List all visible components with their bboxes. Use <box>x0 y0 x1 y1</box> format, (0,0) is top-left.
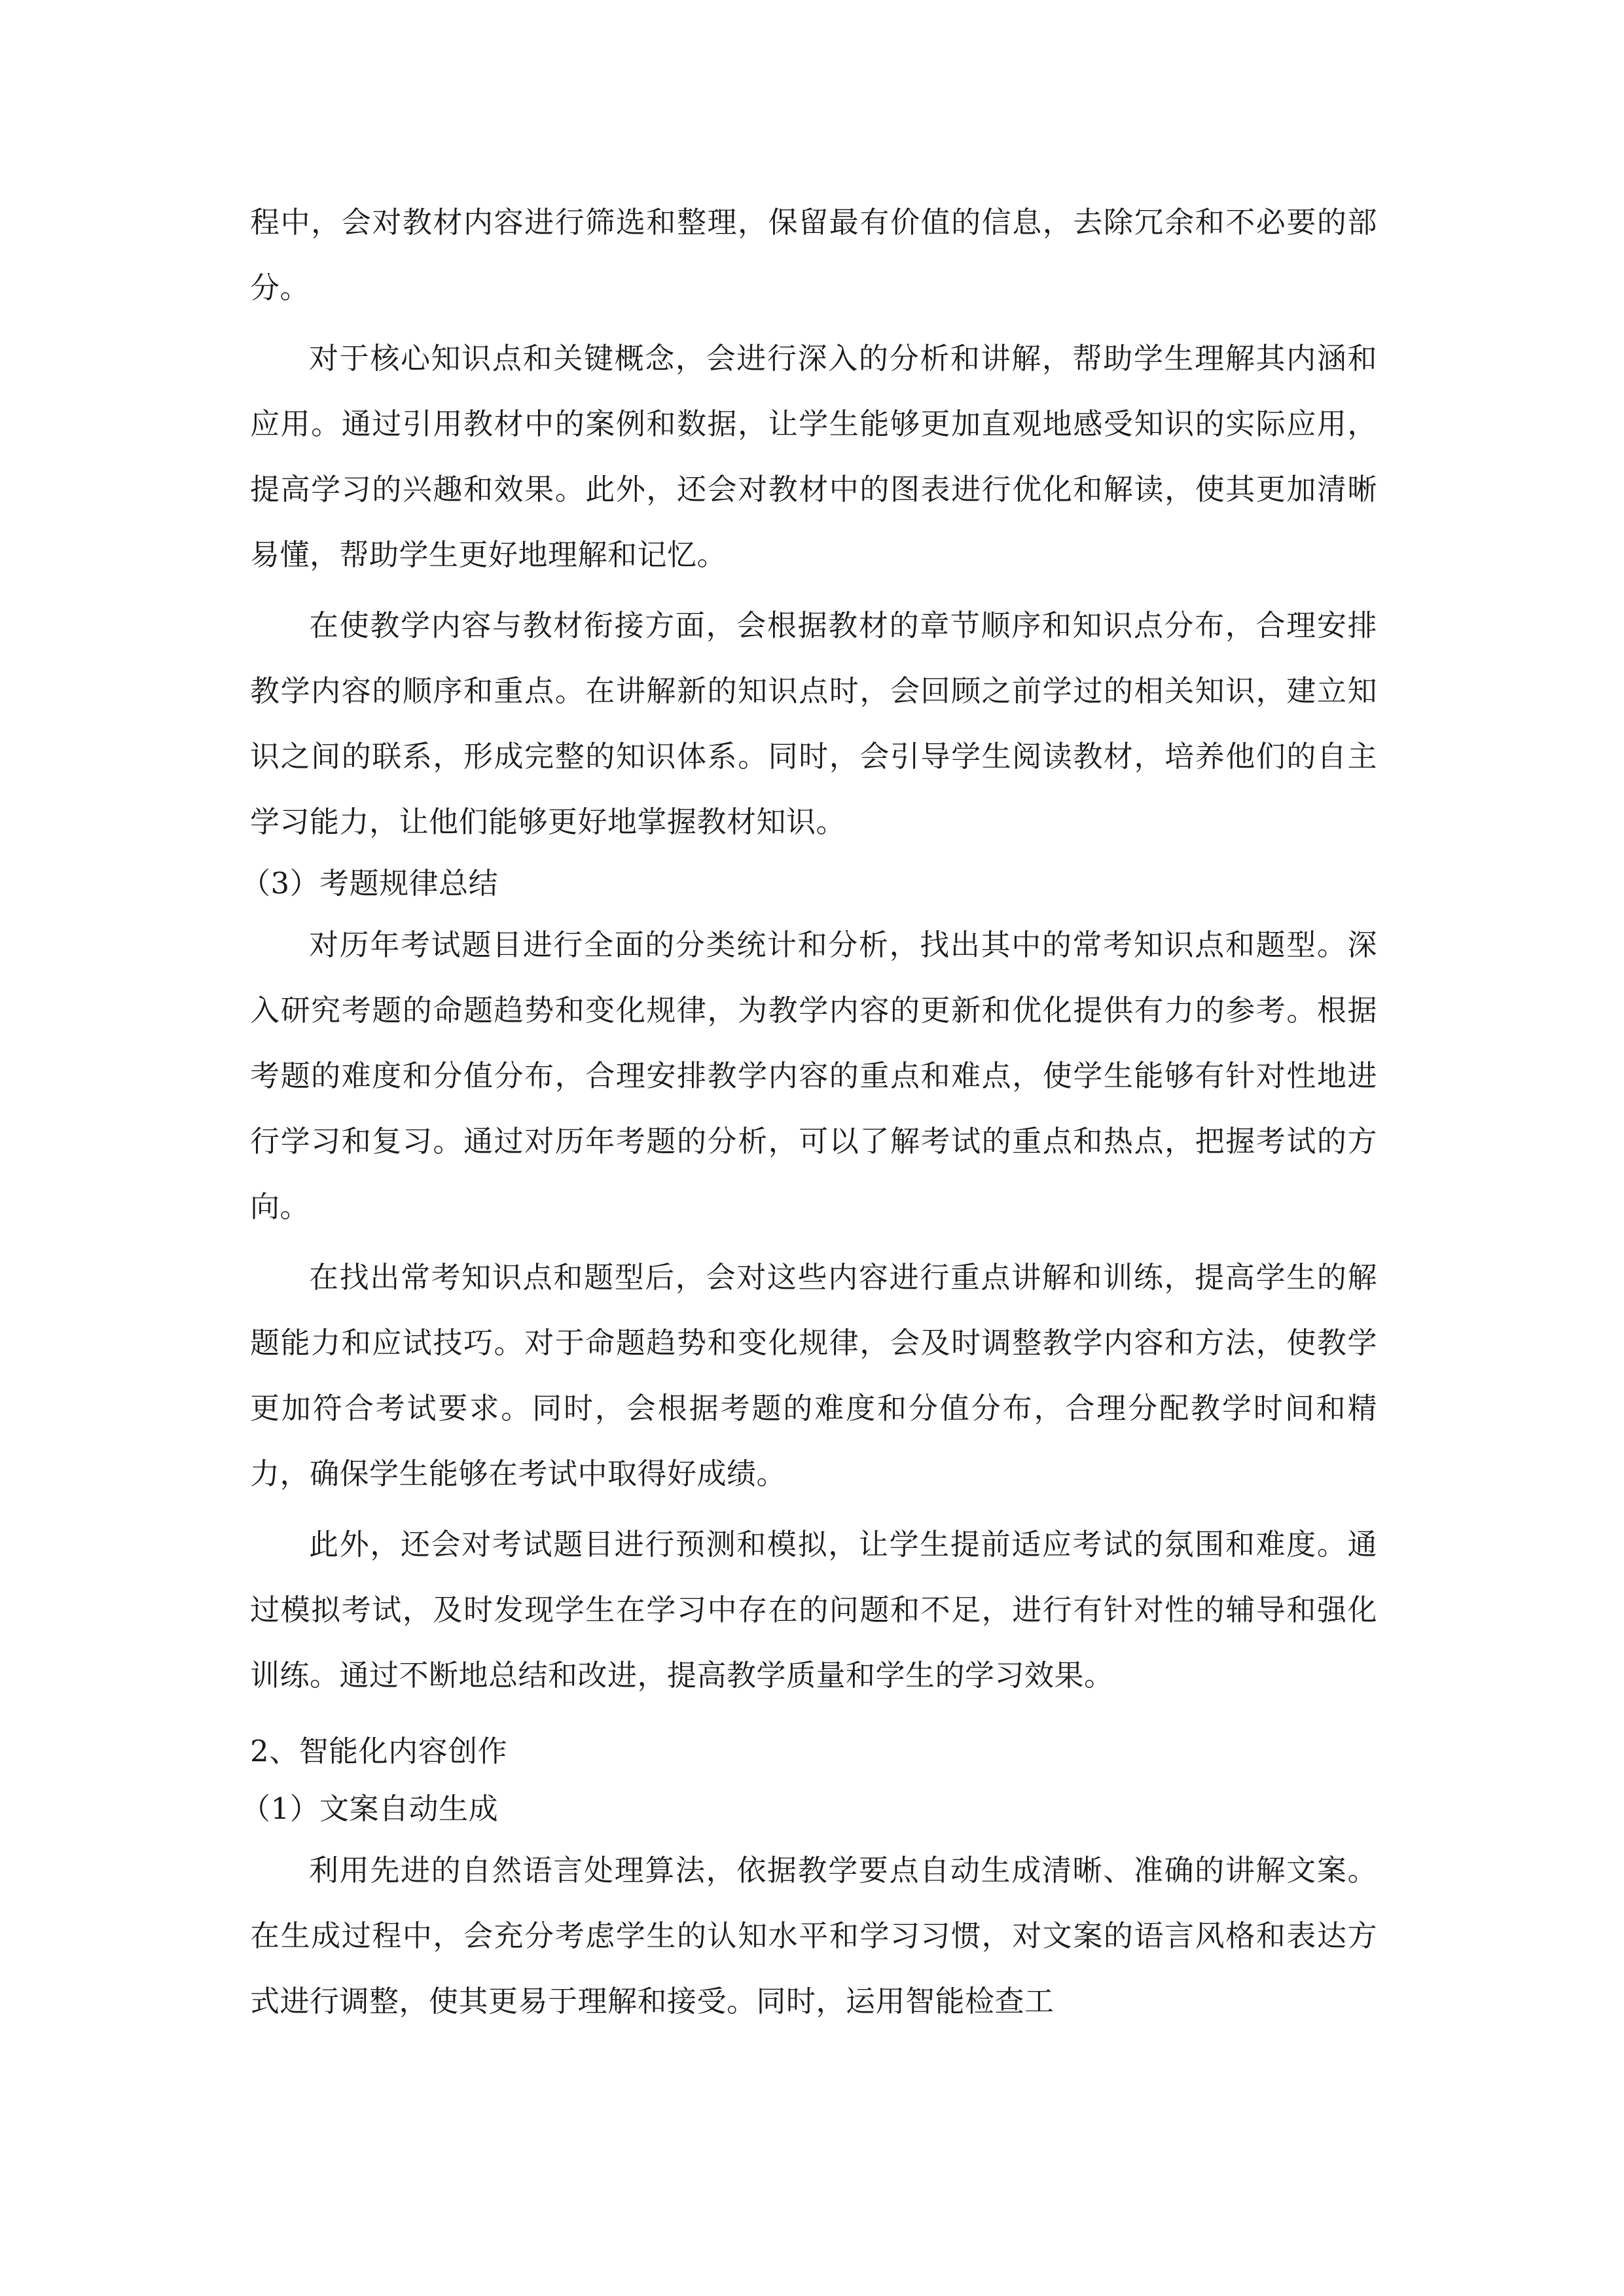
paragraph: 在使教学内容与教材衔接方面，会根据教材的章节顺序和知识点分布，合理安排教学内容的顺序和重点。在讲解新的知识点时，会回顾之前学过的相关知识，建立知识之间的联系，形成完整的知识体系。同时，会引导学生阅读教材，培养他们的自主学习能力，让他们能够更好地掌握教材知识。 <box>250 608 1377 839</box>
document-body <box>241 190 1377 2034</box>
paragraph: 在找出常考知识点和题型后，会对这些内容进行重点讲解和训练，提高学生的解题能力和应试技巧。对于命题趋势和变化规律，会及时调整教学内容和方法，使教学更加符合考试要求。同时，会根据考题的难度和分值分布，合理分配教学时间和精力，确保学生能够在考试中取得好成绩。 <box>250 1260 1377 1491</box>
paragraph: 利用先进的自然语言处理算法，依据教学要点自动生成清晰、准确的讲解文案。在生成过程中，会充分考虑学生的认知水平和学习习惯，对文案的语言风格和表达方式进行调整，使其更易于理解和接受。同时，运用智能检查工 <box>250 1853 1377 2018</box>
paragraph-continuation: 程中，会对教材内容进行筛选和整理，保留最有价值的信息，去除冗余和不必要的部分。 <box>250 205 1377 305</box>
section-heading: （3）考题规律总结 <box>241 866 499 901</box>
subsection-heading: （1）文案自动生成 <box>241 1791 499 1826</box>
paragraph: 对于核心知识点和关键概念，会进行深入的分析和讲解，帮助学生理解其内涵和应用。通过引用教材中的案例和数据，让学生能够更加直观地感受知识的实际应用，提高学习的兴趣和效果。此外，还会对教材中的图表进行优化和解读，使其更加清晰易懂，帮助学生更好地理解和记忆。 <box>250 341 1377 572</box>
paragraph: 对历年考试题目进行全面的分类统计和分析，找出其中的常考知识点和题型。深入研究考题的命题趋势和变化规律，为教学内容的更新和优化提供有力的参考。根据考题的难度和分值分布，合理安排教学内容的重点和难点，使学生能够有针对性地进行学习和复习。通过对历年考题的分析，可以了解考试的重点和热点，把握考试的方向。 <box>250 927 1377 1224</box>
section-heading: 2、智能化内容创作 <box>250 1734 508 1768</box>
paragraph: 此外，还会对考试题目进行预测和模拟，让学生提前适应考试的氛围和难度。通过模拟考试，及时发现学生在学习中存在的问题和不足，进行有针对性的辅导和强化训练。通过不断地总结和改进，提高教学质量和学生的学习效果。 <box>250 1527 1377 1693</box>
